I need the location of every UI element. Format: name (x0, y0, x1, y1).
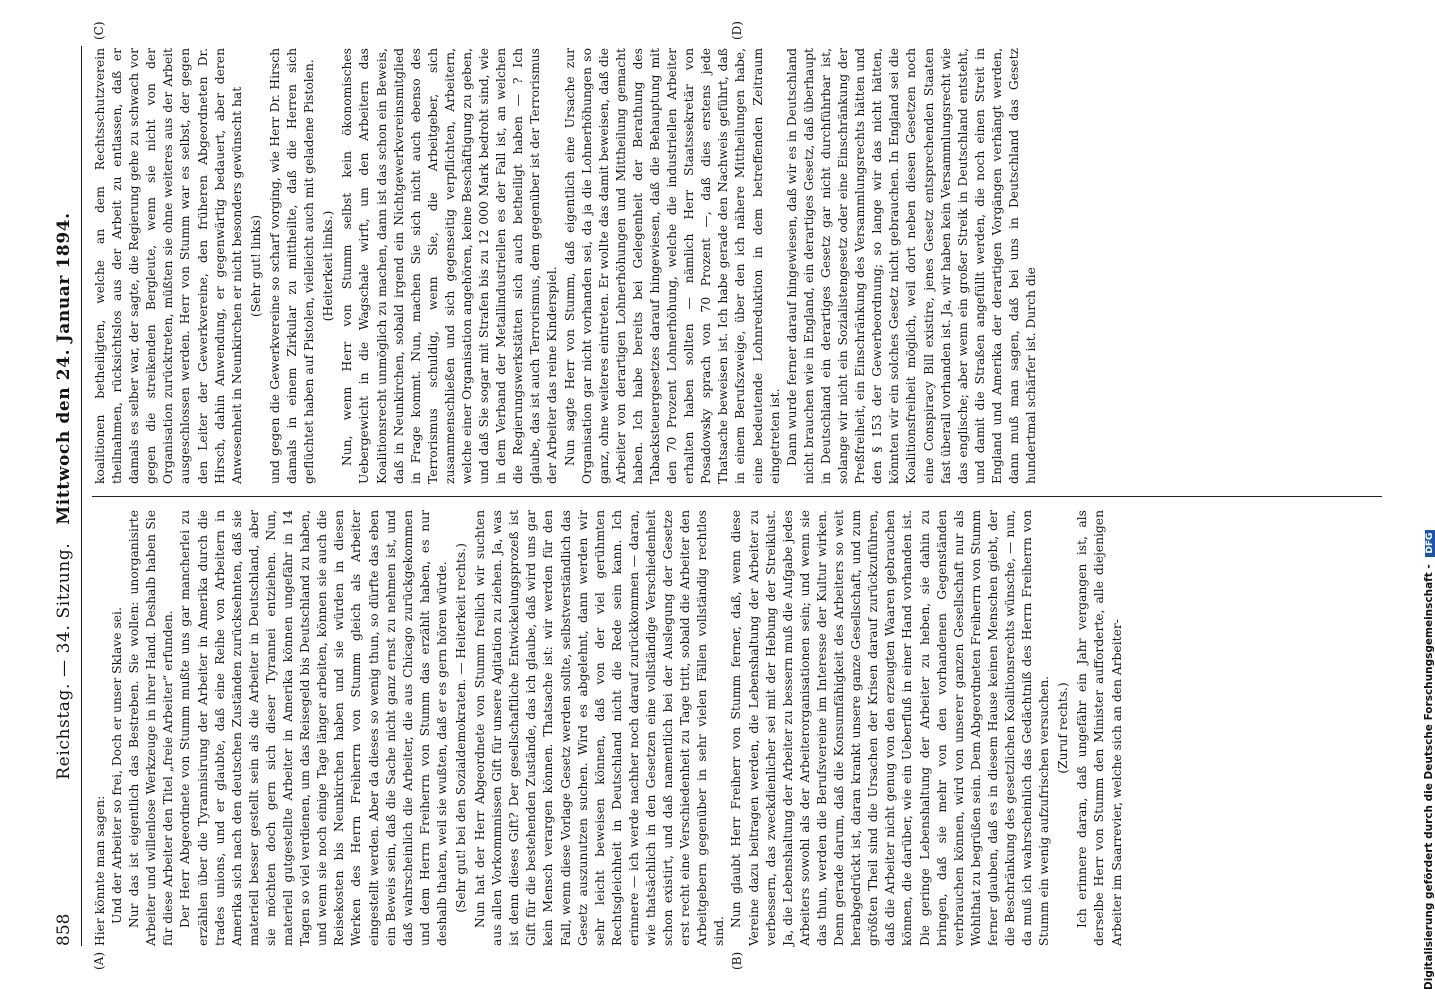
column-divider (92, 496, 1382, 497)
header-rule (81, 46, 82, 946)
paragraph: Nun, wenn Herr von Stumm selbst kein ökonomisches Uebergewicht in die Wagschale wirft, um den Arbeitern das Koalitionsrecht unmöglich zu machen, dann ist das schon ein Beweis, daß in Neunkirchen, sobald irgend ein Nichtgewerkvereinsmitglied in Frage kommt. Nun, machen Sie sich nicht auch ebenso des Terrorismus schuldig, wenn Sie, die Arbeitgeber, sich zusammenschließen und sich gegenseitig verpflichten, Arbeitern, welche einer Organisation angehören, keine Beschäftigung zu geben, und daß Sie sogar mit Strafen bis zu 12 000 Mark bedroht sind, wie in dem Verband der Metallindustriellen es der Fall ist, an welchen die Regierungswerkstätten sich auch betheiligt haben — ? Ich glaube, das ist auch Terrorismus, dem gegenüber ist der Terrorismus der Arbeiter das reine Kinderspiel. (340, 48, 560, 484)
margin-mark-c: (C) (92, 21, 106, 40)
paragraph: Ich erinnere daran, daß ungefähr ein Jahr vergangen ist, als derselbe Herr von Stumm den Minister aufforderte, alle diejenigen Arbeiter im Saarrevier, welche sich an den Arbeiter- (1075, 510, 1124, 946)
dfg-logo: DFG (1425, 530, 1435, 557)
paragraph: Nun glaubt Herr Freiherr von Stumm ferner, daß, wenn diese Vereine dazu beitragen werden, die Lebenshaltung der Arbeiter zu verbessern, das zweckdienlicher sei mit der Hebung der Streiklust. Ja, die Lebenshaltung der Arbeiter zu bessern muß die Aufgabe jedes Arbeiters sowohl als der Arbeiterorganisationen sein; und wenn sie das thun, werden die Berufsvereine im Interesse der Kultur wirken. Denn gerade darum, daß die Konsumfähigkeit des Arbeiters so weit herabgedrückt ist, daran krankt unsere ganze Gesellschaft, und zum größten Theil sind die Ursachen der Krisen darauf zurückzuführen, daß die Arbeiter nicht genug von den erzeugten Waaren gebrauchen können, die darüber, wie ein Ueberfluß in einer Hand vorhanden ist. Die geringe Lebenshaltung der Arbeiter zu heben, sie dahin zu bringen, daß sie mehr von den vorhandenen Gegenständen verbrauchen können, wird von unserer ganzen Gesellschaft nur als Wohlthat zu begrüßen sein. Dem Abgeordneten Freiherrn von Stumm ferner glauben, daß es in diesem Hause keinen Menschen giebt, der die Beschränkung des gesetzlichen Koalitionsrechts wünsche, — nun, da muß ich wahrscheinlich das Gedächtniß des Herrn Freiherrn von Stumm ein wenig aufzufrischen versuchen. (729, 510, 1052, 946)
running-header (50, 46, 82, 946)
page-number: 858 (54, 913, 74, 946)
margin-mark-b: (B) (730, 951, 744, 970)
right-column (92, 48, 1040, 484)
header-title-line (54, 46, 74, 946)
paragraph: Nun hat der Herr Abgeordnete von Stumm freilich wir suchten aus allen Vorkommnissen Gift für unsere Agitation zu ziehen. Ja, was ist denn dieses Gift? Der gesellschaftliche Entwickelungsprozeß ist Gift für die bestehenden Zustände, das ich glaube, daß wird uns gar kein Mensch verargen können. Thatsache ist: wir werden für den Fall, wenn diese Vorlage Gesetz werden sollte, selbstverständlich das Gesetz auszunutzen suchen. Wird es abgelehnt, dann werden wir sehr leicht beweisen können, daß von der viel gerühmten Rechtsgleichheit in Deutschland nicht die Rede sein kann. Ich erinnere — ich werde nachher noch darauf zurückkommen — daran, wie thatsächlich in den Gesetzen eine vollständige Verschiedenheit schon existirt, und daß namentlich bei der Auslegung der Gesetze erst recht eine Verschiedenheit zu Tage tritt, sobald die Arbeiter den Arbeitgebern gegenüber in sehr vielen Fällen vollständig rechtlos sind. (473, 510, 727, 946)
paragraph: koalitionen betheiligten, welche an dem Rechtsschutzverein theilnahmen, rücksichtslos aus der Arbeit zu entlassen, daß er damals es selber war, der sagte, die Regierung gehe zu schwach vor gegen die streikenden Bergleute, wenn sie nicht von der Organisation zurücktreten, müßten sie ohne weiteres aus der Arbeit ausgeschlossen werden. Herr von Stumm war es selbst, der gegen den Leiter der Gewerkvereine, den früheren Abgeordneten Dr. Hirsch, dahin Anwendung, er gegenwärtig bedauert, aber deren Anwesenheit in Neunkirchen er nicht besonders gewünscht hat (93, 48, 244, 484)
paragraph: Hier könnte man sagen: (93, 795, 107, 946)
paragraph: und gegen die Gewerkvereine so scharf vorging, wie Herr Dr. Hirsch damals in einem Zirkular zu mittheilte, daß die Herren sich geflüchtet haben auf Pistolen, vielleicht auch mit geladene Pistolen. (267, 48, 317, 484)
credit-text: Digitalisierung gefördert durch die Deutsche Forschungsgemeinschaft - (1423, 564, 1435, 990)
margin-mark-a: (A) (92, 951, 106, 970)
paragraph: Nun sagte Herr von Stumm, daß eigentlich eine Ursache zur Organisation gar nicht vorhanden sei, da ja die Lohnerhöhungen so ganz, ohne weiteres eintreten. Er wollte das damit beweisen, daß die Arbeiter von derartigen Lohnerhöhungen und Mittheilung gemacht haben. Ich habe bereits bei Gelegenheit der Berathung des Tabacksteuergesetzes darauf hingewiesen, daß die Behauptung mit den 70 Prozent Lohnerhöhung, welche die industriellen Arbeiter erhalten haben sollten — nämlich Herr Staatssekretär von Posadowsky sprach von 70 Prozent —, daß dies erstens jede Thatsache beweisen ist. Ich habe gerade den Nachweis geführt, daß in einem Berufszweige, über den ich nähere Mittheilungen habe, eine bedeutende Lohnreduktion in dem betreffenden Zeitraum eingetreten ist. (562, 48, 782, 484)
paragraph: (Heiterkeit links.) (321, 210, 336, 322)
paragraph: (Sehr gut! links) (248, 214, 263, 318)
margin-mark-d: (D) (730, 21, 744, 40)
paragraph: Der Herr Abgeordnete von Stumm mußte uns gar mancherlei zu erzählen über die Tyrannisirung der Arbeiter in Amerika durch die trades unions, und er glaubte, daß eine Reihe von Arbeitern in Amerika sich nach den deutschen Zuständen zurücksehnten, daß sie materiell besser gestellt sein als die Arbeiter in Deutschland, aber sie möchten doch gern sich dieser Tyrannei entziehen. Nun, materiell gutgestellte Arbeiter in Amerika können ungefähr in 14 Tagen so viel verdienen, um das Reisegeld bis Deutschland zu haben, und wenn sie noch einige Tage länger arbeiten, können sie auch die Reisekosten bis Neunkirchen haben und sie würden in diesen Werken des Herrn Freiherrn von Stumm gleich als Arbeiter eingestellt werden. Aber da dieses so wenig thun, so dürfte das eben ein Beweis sein, daß die Sache nicht ganz ernst zu nehmen ist, und daß wahrscheinlich die Arbeiter, die aus Chicago zurückgekommen und dem Herrn Freiherrn von Stumm das erzählt haben, es nur deshalb thaten, weil sie wußten, daß er es gern hören würde. (178, 510, 449, 946)
paragraph: Und der Arbeiter so frei, Doch er unser Sklave sei. (110, 607, 125, 924)
paragraph: (Zuruf rechts.) (1056, 682, 1071, 774)
paragraph: (Sehr gut! bei den Sozialdemokraten. — Heiterkeit rechts.) (453, 543, 468, 913)
session-date: Mittwoch den 24. Januar 1894. (54, 212, 74, 525)
paragraph: Dann wurde ferner darauf hingewiesen, daß wir es in Deutschland nicht brauchen wie in England, ein derartiges Gesetz, daß überhaupt in Deutschland ein derartiges Gesetz gar nicht durchführbar ist, solange wir nicht ein Sozialistengesetz oder eine Einschränkung der Preßfreiheit, ein Einschränkung des Versammlungsrechts hätten und den § 153 der Gewerbeordnung; so lange wir das nicht hätten, könnten wir ein solches Gesetz nicht gebrauchen. In England sei die Koalitionsfreiheit möglich, weil dort neben diesen Gesetzen noch eine Conspiracy Bill existire, jenes Gesetz entsprechenden Staaten fast überall vorhanden ist. Ja, wir haben kein Versammlungsrecht wie das englische; aber wenn ein großer Streik in Deutschland entsteht, und damit die Straßen angefüllt werden, die noch einen Streit in England und Amerika der derartigen Vorgängen verhängt werden, dann muß man sagen, daß bei uns in Deutschland das Gesetz hundertmal schärfer ist. Durch die (784, 48, 1039, 484)
session-title: Reichstag. — 34. Sitzung. (54, 542, 74, 780)
paragraph: Nur das ist eigentlich das Bestreben. Sie wollen: unorganisirte Arbeiter und willenlose Werkzeuge in ihrer Hand. Deshalb haben Sie für diese Arbeiter den Titel „freie Arbeiter“ erfunden. (127, 510, 176, 946)
digitization-credit (1405, 0, 1435, 1000)
left-column (92, 510, 1126, 946)
